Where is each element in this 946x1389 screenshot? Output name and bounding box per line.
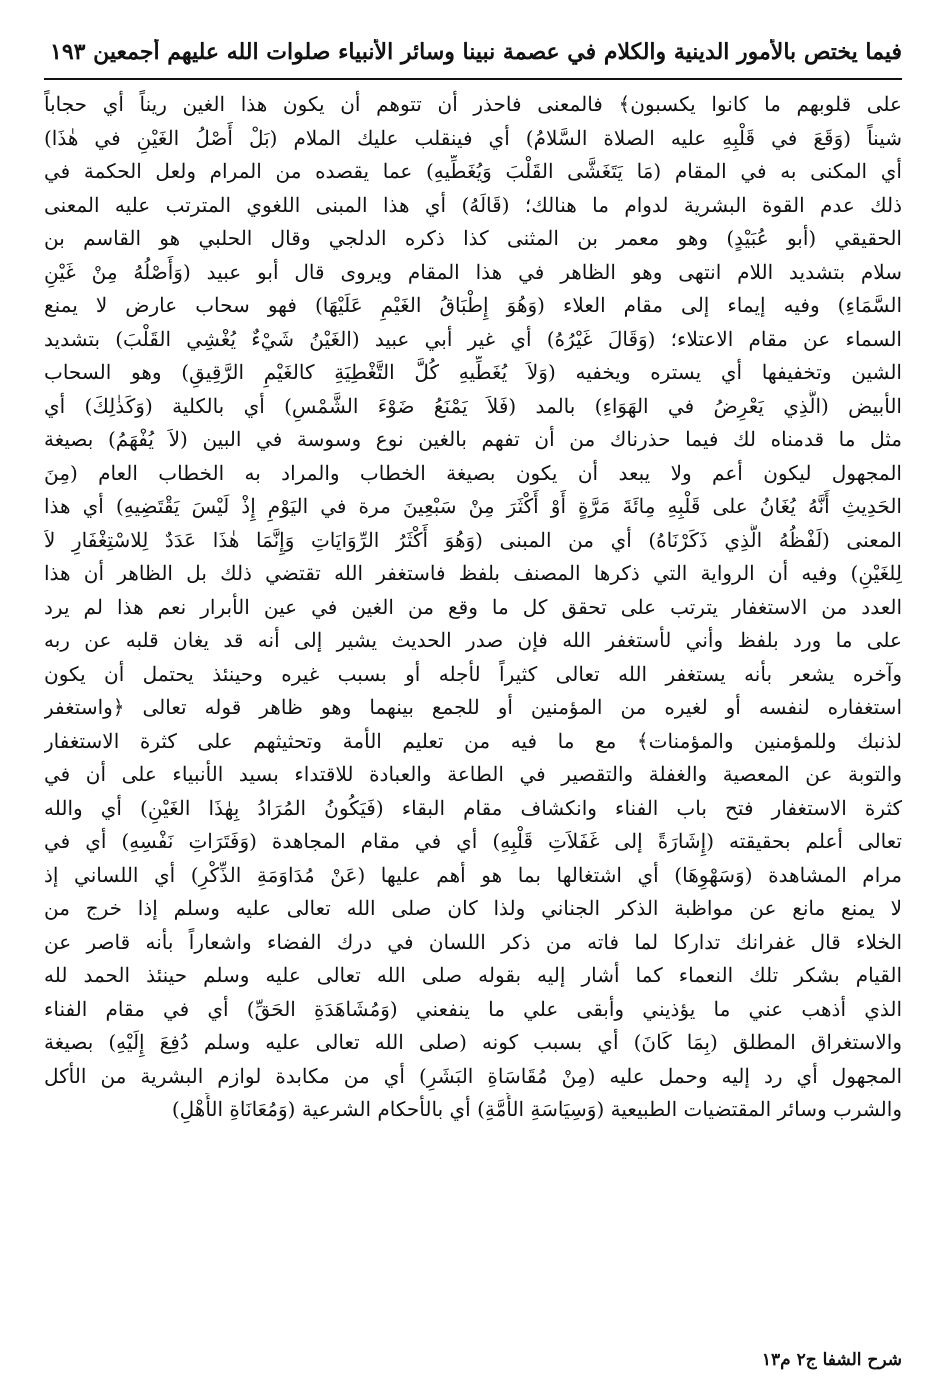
text-line: أي المكنى به في المقام (مَا يَتَغَشَّى القَلْبَ وَيُغَطِّيهِ) عما يقصده من المرام ولعل الحكمة في: [44, 159, 902, 183]
text-line: شيناً (وَقَعَ في قَلْبِهِ عليه الصلاة السَّلامُ) أي فينقلب عليك الملام (بَلْ أَصْلُ الغَيْنِ في هٰذَا): [44, 125, 902, 150]
text-line: مثل ما قدمناه لك فيما حذرناك من أن تفهم بالغين نوع وسوسة في البين (لاَ يُفْهَمُ) بصيغة: [44, 427, 902, 451]
text-line: سلام بتشديد اللام انتهى وهو الظاهر في هذا المقام ويروى قال أبو عبيد (وَأَصْلُهُ مِنْ غَيْنِ: [44, 259, 902, 284]
text-line: استغفاره لنفسه أو لغيره من المؤمنين أو للجمع بينهما وهو ظاهر قوله تعالى ﴿واستغفر: [44, 695, 902, 719]
text-line: مرام المشاهدة (وَسَهْوِهَا) أي اشتغالها بما هو أهم عليها (عَنْ مُدَاوَمَةِ الذِّكْرِ) أي اللساني إذ: [44, 862, 902, 887]
running-header: [44, 30, 902, 74]
text-line: الشين وتخفيفها أي يستره ويخفيه (وَلاَ يُغَطِّيهِ كُلَّ التَّغْطِيَةِ كالغَيْمِ الرَّقِيقِ) وهو السحاب: [44, 360, 902, 384]
text-line: الأبيض (الَّذِي يَعْرِضُ في الهَوَاءِ) بالمد (فَلاَ يَمْنَعُ ضَوْءَ الشَّمْسِ) أي بالكلية (وَكَذٰلِكَ) أي: [44, 393, 902, 418]
text-line: وآخره يشعر بأنه يستغفر الله تعالى كثيراً لأجله أو بسبب غيره وحينئذ يحتمل أن يكون: [44, 661, 902, 686]
signature-mark: شرح الشفا ج٢ م١٣: [761, 1350, 902, 1370]
text-line: المعنى (لَفْظُهُ الَّذِي ذَكَرْنَاهُ) أي من المبنى (وَهُوَ أَكْثَرُ الرِّوَايَاتِ وَإِنَّمَا هٰذَا عَدَدٌ لِلاسْتِغْفَارِ لاَ: [44, 527, 902, 552]
text-line: لِلغَيْنِ) وفيه أن الرواية التي ذكرها المصنف بلفظ فاستغفر الله تقتضي ذلك بل الظاهر أن هذا: [44, 561, 902, 585]
body-text: [44, 88, 902, 1127]
text-line: الذي أذهب عني ما يؤذيني وأبقى علي ما ينفعني (وَمُشَاهَدَةِ الحَقِّ) أي في مقام الفناء: [44, 996, 902, 1021]
header-rule: [44, 78, 902, 80]
text-line: ذلك عدم القوة البشرية لدوام ما هنالك؛ (قَالَهُ) أي هذا المبنى اللغوي المترتب عليه المعنى: [44, 192, 902, 217]
text-line: لذنبك وللمؤمنين والمؤمنات﴾ مع ما فيه من تعليم الأمة وتحثيثهم على كثرة الاستغفار: [44, 728, 902, 753]
text-line: على ما ورد بلفظ وأني لأستغفر الله فإن صدر الحديث يشير إلى أنه قد يغان قلبه عن ربه: [44, 628, 902, 652]
text-line: تعالى أعلم بحقيقته (إِشَارَةً إلى غَفَلاَتِ قَلْبِهِ) أي في مقام المجاهدة (وَفَتَرَاتِ نَفْسِهِ) أي في: [44, 829, 902, 853]
text-line: السماء عن مقام الاعتلاء؛ (وَقَالَ غَيْرُهُ) أي غير أبي عبيد (الغَيْنُ شَيْءٌ يُغْشِي القَلْبَ) بتشديد: [44, 326, 902, 351]
text-line: لا يمنع مانع عن مواظبة الذكر الجناني ولذا كان صلى الله تعالى عليه وسلم إذا خرج من: [44, 896, 902, 920]
text-line: كثرة الاستغفار فتح باب الفناء وانكشاف مقام البقاء (فَيَكُونُ المُرَادُ بِهٰذَا الغَيْنِ) أي والله: [44, 795, 902, 820]
text-line: الحَدِيثِ أَنَّهُ يُغَانُ على قَلْبِهِ مِائَةَ مَرَّةٍ أَوْ أَكْثَرَ مِنْ سَبْعِينَ مرة في اليَوْمِ إِذْ لَيْسَ يَقْتَضِيهِ) أي هذا: [44, 494, 902, 518]
text-line: والشرب وسائر المقتضيات الطبيعية (وَسِيَاسَةِ الأُمَّةِ) أي بالأحكام الشرعية (وَمُعَانَاةِ الأَهْلِ): [171, 1097, 902, 1121]
text-line: والاستغراق المطلق (بِمَا كَانَ) أي بسبب كونه (صلى الله تعالى عليه وسلم دُفِعَ إِلَيْهِ) بصيغة: [44, 1030, 902, 1054]
text-line: السَّمَاءِ) وفيه إيماء إلى مقام العلاء (وَهُوَ إِطْبَاقُ الغَيْمِ عَلَيْهَا) فهو سحاب عارض لا يمنع: [44, 293, 902, 317]
text-line: الخلاء قال غفرانك تداركا لما فاته من ذكر اللسان في درك الفضاء واشعاراً بأنه قاصر عن: [44, 929, 902, 954]
running-title: فيما يختص بالأمور الدينية والكلام في عصمة نبينا وسائر الأنبياء صلوات الله عليهم أجمعين: [93, 39, 902, 65]
page-number: ١٩٣: [50, 39, 86, 65]
text-line: العدد من الاستغفار يترتب على تحقق كل ما وقع من الغين في عين الأبرار نعم هذا لم يرد: [44, 594, 902, 619]
text-line: القيام بشكر تلك النعماء كما أشار إليه بقوله صلى الله تعالى عليه وسلم حينئذ الحمد لله: [44, 963, 902, 987]
text-line: والتوبة عن المعصية والغفلة والتقصير في الطاعة والعبادة للاقتداء بسيد الأنبياء على أن في: [44, 762, 902, 786]
text-line: على قلوبهم ما كانوا يكسبون﴾ فالمعنى فاحذر أن تتوهم أن يكون هذا الغين ريناً أي حجاباً: [44, 92, 902, 116]
text-line: المجهول أي رد إليه وحمل عليه (مِنْ مُقَاسَاةِ البَشَرِ) أي من مكابدة لوازم البشرية من الأكل: [44, 1063, 902, 1088]
text-line: المجهول ليكون أعم ولا يبعد أن يكون بصيغة الخطاب والمراد به الخطاب العام (مِنَ: [44, 460, 902, 485]
text-line: الحقيقي (أبو عُبَيْدٍ) وهو معمر بن المثنى كذا ذكره الدلجي وقال الحلبي هو القاسم بن: [44, 226, 902, 250]
